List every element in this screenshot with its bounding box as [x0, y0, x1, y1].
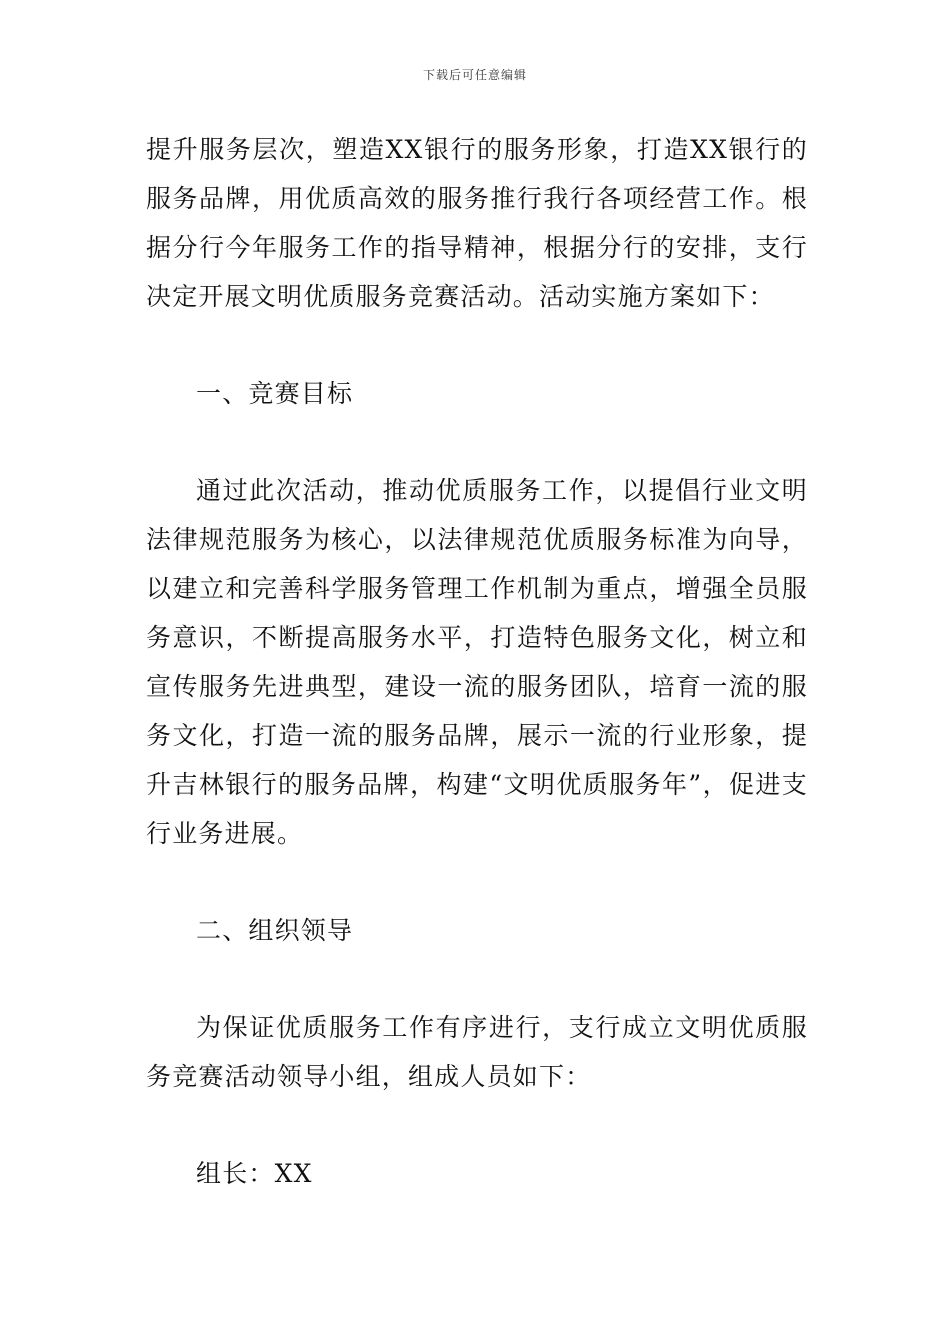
document-body: [146, 125, 808, 1198]
section-heading-goal: 一、竞赛目标: [196, 379, 354, 408]
section-heading-organization: 二、组织领导: [196, 916, 354, 945]
organization-paragraph: 为保证优质服务工作有序进行，支行成立文明优质服务竞赛活动领导小组，组成人员如下：: [146, 1013, 808, 1091]
leader-line: 组长：XX: [196, 1159, 313, 1188]
goal-paragraph: 通过此次活动，推动优质服务工作，以提倡行业文明法律规范服务为核心，以法律规范优质服务标准为向导，以建立和完善科学服务管理工作机制为重点，增强全员服务意识，不断提高服务水平，打造特色服务文化，树立和宣传服务先进典型，建设一流的服务团队，培育一流的服务文化，打造一流的服务品牌，展示一流的行业形象，提升吉林银行的服务品牌，构建“文明优质服务年”，促进支行业务进展。: [146, 476, 808, 848]
intro-paragraph: 提升服务层次，塑造XX银行的服务形象，打造XX银行的服务品牌，用优质高效的服务推行我行各项经营工作。根据分行今年服务工作的指导精神，根据分行的安排，支行决定开展文明优质服务竞赛活动。活动实施方案如下：: [146, 135, 808, 311]
page-header-note: 下载后可任意编辑: [422, 68, 527, 82]
